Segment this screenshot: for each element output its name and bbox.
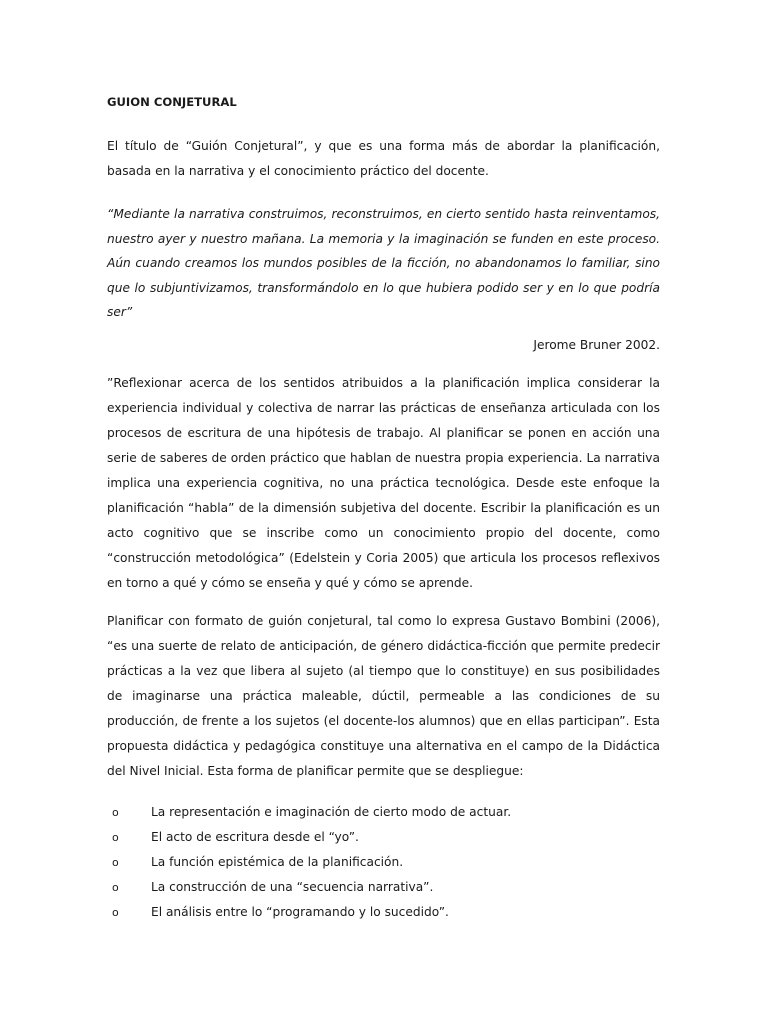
bullet-icon: o [112, 805, 119, 819]
list-item [107, 900, 660, 925]
quote-author: Jerome Bruner 2002. [533, 337, 660, 352]
list-item-text: La construcción de una “secuencia narrativa”. [151, 879, 434, 894]
list-item [107, 800, 660, 825]
list-item-text: El análisis entre lo “programando y lo sucedido”. [151, 904, 449, 919]
planning-paragraph: Planificar con formato de guión conjetural, tal como lo expresa Gustavo Bombini (2006), “es una suerte de relato de anticipación, de género didáctica-ficción que permite predecir prácticas a la vez que libera al sujeto (al tiempo que lo constituye) en sus posibilidades de imaginarse una práctica maleable, dúctil, permeable a las condiciones de su producción, de frente a los sujetos (el docente-los alumnos) que en ellas participan”. Esta propuesta didáctica y pedagógica constituye una alternativa en el campo de la Didáctica del Nivel Inicial. Esta forma de planificar permite que se despliegue: [107, 613, 660, 778]
bruner-quote: “Mediante la narrativa construimos, reconstruimos, en cierto sentido hasta reinventamos, nuestro ayer y nuestro mañana. La memoria y la imaginación se funden en este proceso. Aún cuando creamos los mundos posibles de la ficción, no abandonamos lo familiar, sino que lo subjuntivizamos, transformándolo en lo que hubiera podido ser y en lo que podría ser” [107, 207, 660, 319]
bullet-list [107, 800, 660, 925]
list-item [107, 875, 660, 900]
list-item [107, 825, 660, 850]
list-item-text: El acto de escritura desde el “yo”. [151, 829, 359, 844]
bullet-icon: o [112, 830, 119, 844]
list-item-text: La representación e imaginación de cierto modo de actuar. [151, 804, 512, 819]
bullet-icon: o [112, 880, 119, 894]
list-item-text: La función epistémica de la planificación. [151, 854, 404, 869]
document-title: GUION CONJETURAL [107, 95, 237, 109]
bullet-icon: o [112, 905, 119, 919]
reflection-paragraph: ”Reflexionar acerca de los sentidos atribuidos a la planificación implica considerar la experiencia individual y colectiva de narrar las prácticas de enseñanza articulada con los procesos de escritura de una hipótesis de trabajo. Al planificar se ponen en acción una serie de saberes de orden práctico que hablan de nuestra propia experiencia. La narrativa implica una experiencia cognitiva, no una práctica tecnológica. Desde este enfoque la planificación “habla” de la dimensión subjetiva del docente. Escribir la planificación es un acto cognitivo que se inscribe como un conocimiento propio del docente, como “construcción metodológica” (Edelstein y Coria 2005) que articula los procesos reflexivos en torno a qué y cómo se enseña y qué y cómo se aprende. [107, 375, 660, 590]
bullet-icon: o [112, 855, 119, 869]
list-item [107, 850, 660, 875]
intro-paragraph: El título de “Guión Conjetural”, y que es una forma más de abordar la planificación, basada en la narrativa y el conocimiento práctico del docente. [107, 139, 660, 178]
